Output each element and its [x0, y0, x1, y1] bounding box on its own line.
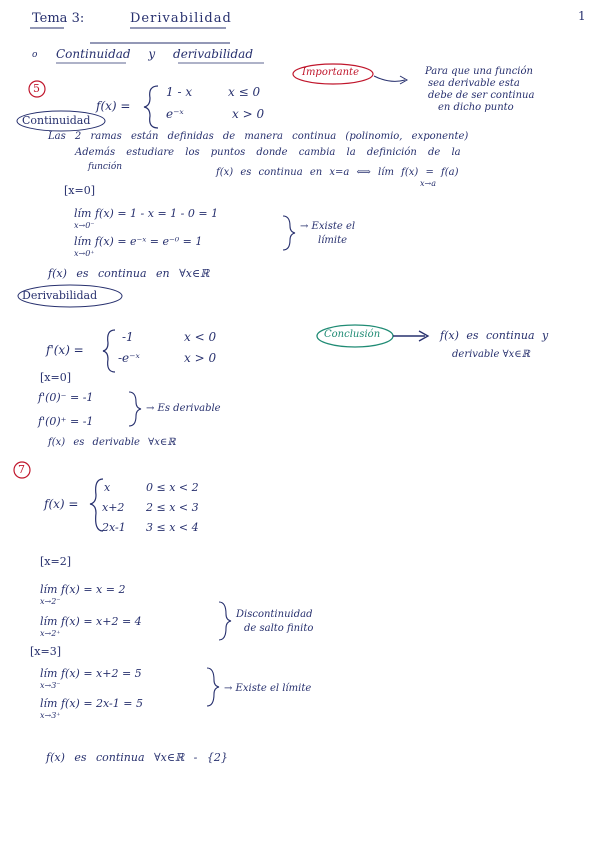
ex7-lim1-left: lím f(x) = x = 2 — [40, 583, 126, 596]
important-note-3: debe de ser continua — [428, 90, 535, 101]
ex5-lim-right: lím f(x) = e⁻ˣ = e⁻⁰ = 1 — [74, 235, 203, 248]
ex5-derivability-conclusion: f(x) es derivable ∀x∈ℝ — [48, 437, 176, 448]
ex7-lim2-right: lím f(x) = 2x-1 = 5 — [40, 697, 143, 710]
conclusion-text-1: f(x) es continua y — [440, 329, 549, 342]
ex5-deriv-label: f'(x) = — [46, 343, 84, 357]
ex5-dpiece1-cond: x < 0 — [184, 330, 217, 344]
ex5-lim-right-sub: x→0⁺ — [74, 249, 95, 258]
important-tag: Importante — [302, 67, 359, 78]
ex7-piece1-expr: x — [104, 481, 111, 494]
continuity-text-2: Además estudiare los puntos donde cambia la definición de la — [75, 147, 461, 158]
section-title: Continuidad y derivabilidad — [56, 47, 254, 61]
ex5-dright: f'(0)⁺ = -1 — [38, 415, 94, 428]
ex5-limit-exists-2: límite — [318, 235, 348, 246]
bullet: o — [32, 50, 38, 60]
ex7-piece2-cond: 2 ≤ x < 3 — [146, 501, 199, 514]
ex7-piece3-cond: 3 ≤ x < 4 — [146, 521, 199, 534]
ex7-lim1-right-sub: x→2⁺ — [40, 629, 61, 638]
conclusion-tag: Conclusión — [324, 329, 381, 340]
ex5-dpiece2-expr: -e⁻ˣ — [118, 351, 140, 365]
continuity-text-1: Las 2 ramas están definidas de manera continua (polinomio, exponente) — [48, 131, 469, 142]
ex5-limit-exists-1: → Existe el — [300, 221, 356, 232]
ex7-lim1-right: lím f(x) = x+2 = 4 — [40, 615, 142, 628]
exercise-7-number: 7 — [18, 463, 25, 476]
ex7-fx-label: f(x) = — [44, 497, 79, 511]
ex5-point: [x=0] — [64, 184, 96, 197]
exercise-5-number: 5 — [33, 82, 40, 95]
ex5-dpoint: [x=0] — [40, 371, 72, 384]
page-number: 1 — [578, 9, 586, 23]
ex5-continuity-conclusion: f(x) es continua en ∀x∈ℝ — [48, 267, 210, 280]
ex5-lim-left-sub: x→0⁻ — [74, 221, 95, 230]
important-note-1: Para que una función — [425, 66, 533, 77]
topic-label: Tema 3: — [32, 11, 85, 26]
ex5-piece1-cond: x ≤ 0 — [228, 85, 261, 99]
ex5-piece2-cond: x > 0 — [232, 107, 265, 121]
ex7-piece3-expr: 2x-1 — [102, 521, 126, 534]
derivability-label: Derivabilidad — [22, 289, 98, 302]
ex7-conclusion: f(x) es continua ∀x∈ℝ - {2} — [46, 751, 228, 764]
ex5-is-derivable: → Es derivable — [146, 403, 221, 414]
ex7-piece2-expr: x+2 — [102, 501, 125, 514]
continuity-rule-sub: x→a — [420, 179, 436, 188]
continuity-rule: f(x) es continua en x=a ⟺ lím f(x) = f(a) — [216, 167, 459, 178]
continuity-text-3: función — [88, 162, 123, 172]
ex5-dleft: f'(0)⁻ = -1 — [38, 391, 94, 404]
ex5-piece2-expr: e⁻ˣ — [166, 107, 184, 121]
ex5-fx-label: f(x) = — [96, 99, 131, 113]
ex5-lim-left: lím f(x) = 1 - x = 1 - 0 = 1 — [74, 207, 219, 220]
ex5-piece1-expr: 1 - x — [166, 85, 193, 99]
ex7-discontinuity-1: Discontinuidad — [236, 609, 313, 620]
continuity-label: Continuidad — [22, 114, 91, 127]
ex7-lim2-right-sub: x→3⁺ — [40, 711, 61, 720]
ex5-dpiece2-cond: x > 0 — [184, 351, 217, 365]
ex7-lim2-left-sub: x→3⁻ — [40, 681, 61, 690]
ex7-discontinuity-2: de salto finito — [244, 623, 314, 634]
ex7-lim2-left: lím f(x) = x+2 = 5 — [40, 667, 142, 680]
ex7-point1: [x=2] — [40, 555, 72, 568]
important-note-4: en dicho punto — [438, 102, 514, 113]
ex7-lim1-left-sub: x→2⁻ — [40, 597, 61, 606]
conclusion-text-2: derivable ∀x∈ℝ — [452, 349, 530, 360]
ex7-point2: [x=3] — [30, 645, 62, 658]
ex7-limit-exists: → Existe el límite — [224, 683, 312, 694]
page-title: Derivabilidad — [130, 11, 232, 26]
ex7-piece1-cond: 0 ≤ x < 2 — [146, 481, 199, 494]
important-note-2: sea derivable esta — [428, 78, 520, 89]
ex5-dpiece1-expr: -1 — [122, 330, 134, 344]
